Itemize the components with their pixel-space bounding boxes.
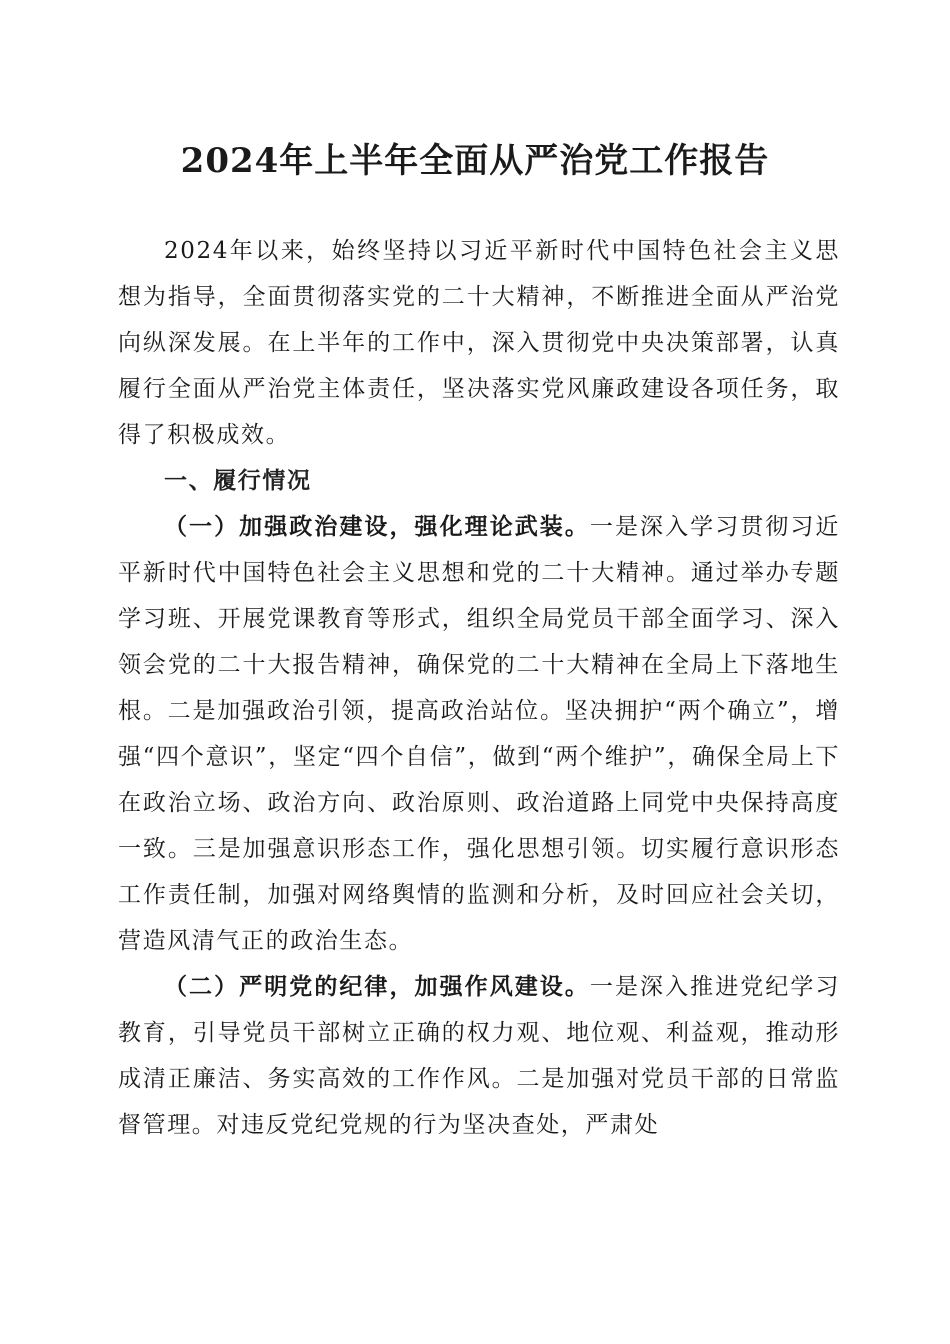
subsection-2-text: 一是深入推进党纪学习教育，引导党员干部树立正确的权力观、地位观、利益观，推动形成清正廉洁、务实高效的工作作风。二是加强对党员干部的日常监督管理。对违反党纪党规的行为坚决查处，严肃处 — [118, 974, 841, 1138]
document-body — [118, 228, 840, 1148]
intro-paragraph: 2024年以来，始终坚持以习近平新时代中国特色社会主义思想为指导，全面贯彻落实党的二十大精神，不断推进全面从严治党向纵深发展。在上半年的工作中，深入贯彻党中央决策部署，认真履行全面从严治党主体责任，坚决落实党风廉政建设各项任务，取得了积极成效。 — [118, 238, 840, 448]
subsection-1-lead: （一）加强政治建设，强化理论武装。 — [164, 513, 590, 540]
subsection-1-text: 一是深入学习贯彻习近平新时代中国特色社会主义思想和党的二十大精神。通过举办专题学习班、开展党课教育等形式，组织全局党员干部全面学习、深入领会党的二十大报告精神，确保党的二十大精神在全局上下落地生根。二是加强政治引领，提高政治站位。坚决拥护“两个确立”，增强“四个意识”，坚定“四个自信”，做到“两个维护”，确保全局上下在政治立场、政治方向、政治原则、政治道路上同党中央保持高度一致。三是加强意识形态工作，强化思想引领。切实履行意识形态工作责任制，加强对网络舆情的监测和分析，及时回应社会关切，营造风清气正的政治生态。 — [118, 514, 841, 954]
subsection-1-paragraph — [118, 504, 840, 964]
section-heading-1: 一、履行情况 — [164, 468, 312, 494]
subsection-2-lead: （二）严明党的纪律，加强作风建设。 — [164, 973, 590, 1000]
subsection-2-paragraph — [118, 964, 840, 1148]
document-title: 2024年上半年全面从严治党工作报告 — [180, 141, 770, 181]
